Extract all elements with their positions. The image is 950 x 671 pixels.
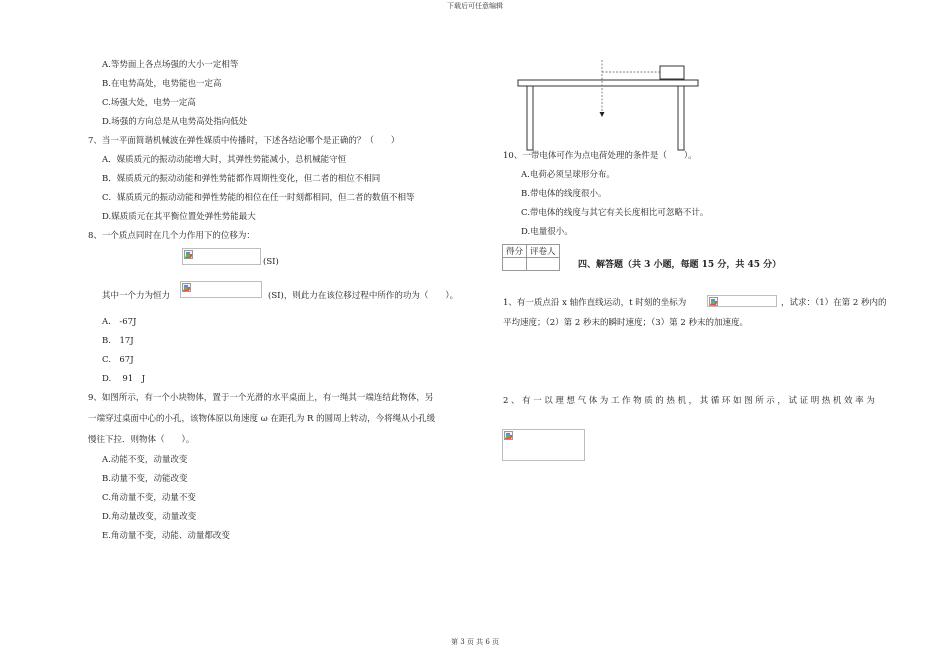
grader-cell	[527, 258, 560, 271]
q8-force-formula-image	[180, 281, 262, 298]
q9-option-d: D.角动量改变，动量改变	[102, 512, 197, 522]
score-cell	[503, 258, 527, 271]
q8-force-suffix: (SI)，则此力在该位移过程中所作的功为（ ）。	[268, 291, 459, 301]
p2-efficiency-formula-image	[502, 429, 585, 461]
q7-option-b: B．媒质质元的振动动能和弹性势能都作周期性变化，但二者的相位不相同	[102, 174, 381, 184]
q8-force-prefix: 其中一个力为恒力	[102, 291, 171, 301]
broken-image-icon	[182, 283, 191, 292]
p1-line1-prefix: 1、有一质点沿 x 轴作直线运动，t 时刻的坐标为	[503, 298, 687, 308]
q8-stem: 8、一个质点同时在几个力作用下的位移为：	[88, 231, 255, 241]
broken-image-icon	[504, 431, 513, 440]
section-title: 四、解答题（共 3 小题，每题 15 分，共 45 分）	[578, 260, 782, 270]
p1-line2: 平均速度；（2）第 2 秒末的瞬时速度；（3）第 2 秒末的加速度。	[503, 318, 748, 328]
q9-option-b: B.动量不变，动能改变	[102, 474, 188, 484]
page-footer: 第 3 页 共 6 页	[450, 638, 500, 646]
table-figure	[514, 56, 700, 152]
q8-option-c: C. 67J	[102, 355, 134, 365]
q7-option-c: C．媒质质元的振动动能和弹性势能的相位在任一时刻都相同，但二者的数值不相等	[102, 193, 415, 203]
q10-option-c: C.带电体的线度与其它有关长度相比可忽略不计。	[521, 208, 709, 218]
q9-option-a: A.动能不变，动量改变	[102, 455, 188, 465]
broken-image-icon	[709, 297, 718, 306]
q6-option-b: B.在电势高处，电势能也一定高	[102, 79, 222, 89]
q6-option-c: C.场强大处，电势一定高	[102, 98, 196, 108]
q9-stem-line-2: 一端穿过桌面中心的小孔，该物体原以角速度 ω 在距孔为 R 的圆周上转动，今将绳从小孔缓	[88, 414, 436, 424]
p1-line1-suffix: ，试求：（1）在第 2 秒内的	[781, 298, 887, 308]
page-header-note: 下载后可任意编辑	[447, 2, 503, 10]
q7-option-d: D.媒质质元在其平衡位置处弹性势能最大	[102, 212, 256, 222]
q6-option-a: A.等势面上各点场强的大小一定相等	[102, 60, 239, 70]
q9-stem-line-3: 慢往下拉．则物体（ ）。	[88, 435, 195, 445]
broken-image-icon	[184, 250, 193, 259]
tabletop	[518, 80, 698, 86]
q8-option-a: A. -67J	[102, 317, 137, 327]
score-label: 得分	[503, 245, 527, 258]
table-leg-left	[527, 86, 533, 150]
q10-stem: 10、一带电体可作为点电荷处理的条件是（ ）。	[503, 151, 697, 161]
q7-option-a: A．媒质质元的振动动能增大时，其弹性势能减小，总机械能守恒	[102, 155, 347, 165]
q8-si-label: (SI)	[263, 257, 279, 267]
q7-stem: 7、当一平面简谐机械波在弹性媒质中传播时，下述各结论哪个是正确的？（ ）	[88, 136, 400, 146]
table-leg-right	[678, 86, 684, 150]
q9-option-e: E.角动量不变，动能、动量都改变	[102, 531, 230, 541]
q10-option-d: D.电量很小。	[521, 227, 573, 237]
q6-option-d: D.场强的方向总是从电势高处指向低处	[102, 117, 248, 127]
q9-stem-line-1: 9、如图所示，有一个小块物体，置于一个光滑的水平桌面上，有一绳其一端连结此物体，另	[88, 393, 434, 403]
grader-label: 评卷人	[527, 245, 560, 258]
q10-option-b: B.带电体的线度很小。	[521, 189, 607, 199]
q10-option-a: A.电荷必须呈球形分布。	[521, 170, 615, 180]
block	[660, 66, 684, 79]
pull-arrow	[600, 112, 605, 117]
p2-line1: 2、有一以理想气体为工作物质的热机，其循环如图所示，试证明热机效率为	[503, 396, 878, 406]
q8-option-d: D. 91 J	[102, 374, 146, 384]
q8-option-b: B. 17J	[102, 336, 134, 346]
p1-coordinate-formula-image	[707, 295, 777, 307]
q9-option-c: C.角动量不变，动量不变	[102, 493, 196, 503]
score-table	[502, 244, 560, 271]
q8-displacement-formula-image	[182, 248, 261, 265]
